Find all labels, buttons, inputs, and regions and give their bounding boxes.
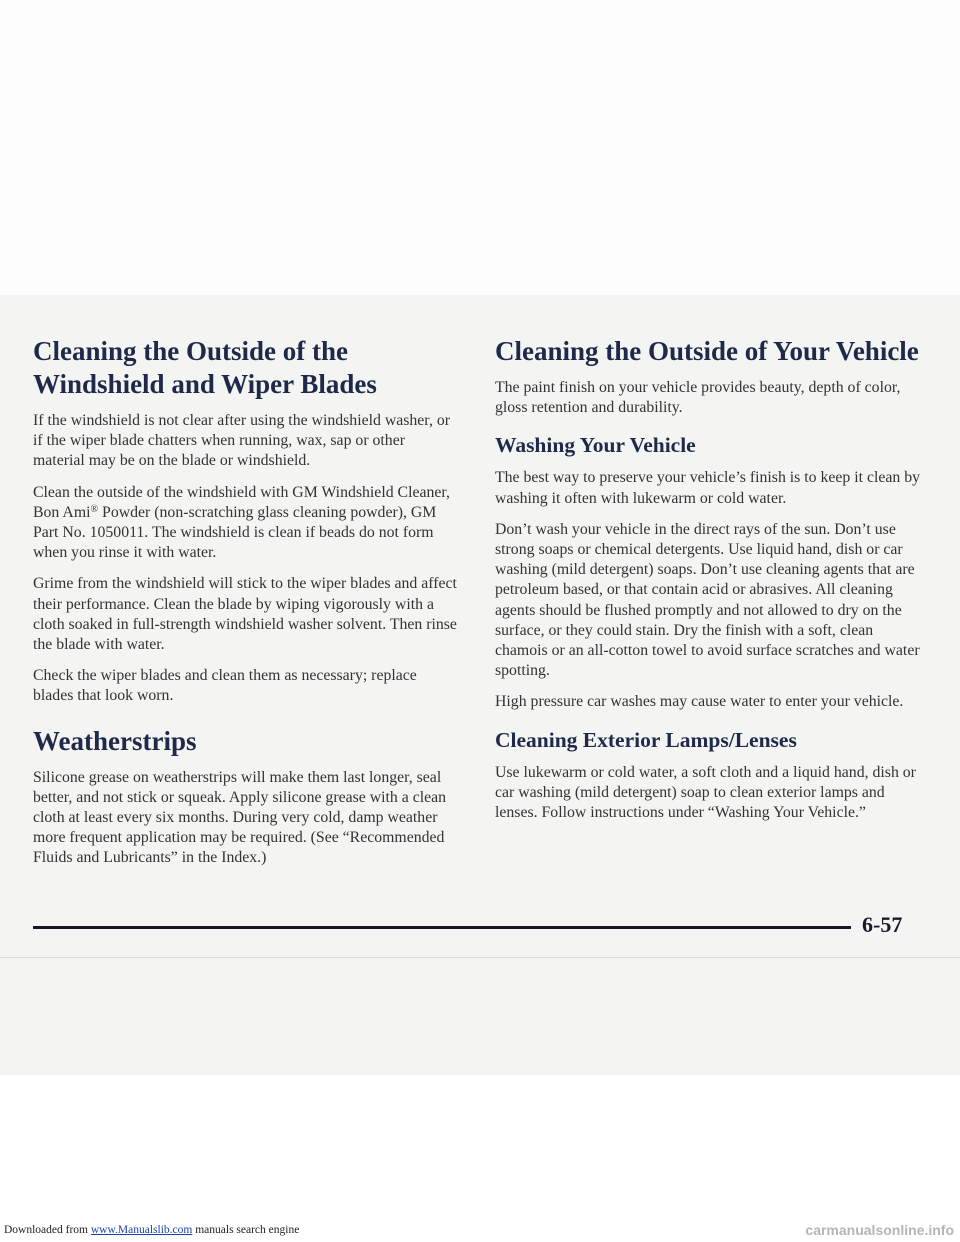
download-footer [0, 1222, 960, 1242]
washing-paragraph-1: The best way to preserve your vehicle’s finish is to keep it clean by washing it often with lukewarm or cold water. [495, 469, 921, 507]
weatherstrips-heading: Weatherstrips [33, 725, 197, 756]
windshield-heading: Cleaning the Outside of the Windshield and Wiper Blades [33, 336, 377, 399]
windshield-paragraph-2 [33, 483, 458, 564]
windshield-paragraph-3: Grime from the windshield will stick to the wiper blades and affect their performance. Clean the blade by wiping vigorously with a cloth soaked in full-strength windshield washer solvent. Then rinse the blade with water. [33, 575, 457, 654]
right-column [495, 335, 925, 823]
lamps-heading: Cleaning Exterior Lamps/Lenses [495, 727, 797, 752]
windshield-paragraph-1: If the windshield is not clear after using the windshield washer, or if the wiper blade chatters when running, wax, sap or other material may be on the blade or windshield. [33, 412, 450, 470]
washing-heading: Washing Your Vehicle [495, 433, 696, 458]
footer-rule [33, 926, 851, 929]
lamps-paragraph: Use lukewarm or cold water, a soft cloth and a liquid hand, dish or car washing (mild detergent) soap to clean exterior lamps and lenses. Follow instructions under “Washing Your Vehicle.” [495, 763, 916, 822]
download-suffix: manuals search engine [192, 1224, 300, 1236]
windshield-paragraph-2-start: Clean the outside of the windshield with GM Windshield Cleaner, Bon Ami [33, 483, 450, 521]
top-margin [0, 0, 960, 295]
page-number: 6-57 [862, 912, 903, 937]
registered-mark: ® [90, 503, 99, 515]
manualslib-link[interactable]: www.Manualslib.com [90, 1224, 193, 1236]
manual-page [0, 295, 960, 1075]
scan-line [0, 957, 960, 958]
washing-paragraph-2: Don’t wash your vehicle in the direct rays of the sun. Don’t use strong soaps or chemical detergents. Use liquid hand, dish or car washing (mild detergent) soaps. Don’t use cleaning agents that are petroleum based, or that contain acid or abrasives. All cleaning agents should be flushed promptly and not allowed to dry on the surface, or they could stain. Dry the finish with a soft, clean chamois or an all-cotton towel to avoid surface scratches and water spotting. [495, 520, 920, 680]
download-notice [4, 1224, 299, 1236]
windshield-paragraph-2-end: Powder (non-scratching glass cleaning powder), GM Part No. 1050011. The windshield is clean if beads do not form when you rinse it with water. [33, 503, 437, 562]
watermark-text: carmanualsonline.info [805, 1222, 954, 1238]
outside-vehicle-heading: Cleaning the Outside of Your Vehicle [495, 336, 919, 366]
weatherstrips-paragraph: Silicone grease on weatherstrips will make them last longer, seal better, and not stick or squeak. Apply silicone grease with a clean cloth at least every six months. During very cold, damp weather more frequent application may be required. (See “Recommended Fluids and Lubricants” in the Index.) [33, 768, 447, 867]
left-column [33, 335, 458, 869]
windshield-paragraph-4: Check the wiper blades and clean them as necessary; replace blades that look worn. [33, 667, 417, 705]
washing-paragraph-3: High pressure car washes may cause water to enter your vehicle. [495, 693, 904, 711]
outside-vehicle-paragraph: The paint finish on your vehicle provides beauty, depth of color, gloss retention and durability. [495, 379, 901, 417]
download-prefix: Downloaded from [4, 1224, 91, 1236]
